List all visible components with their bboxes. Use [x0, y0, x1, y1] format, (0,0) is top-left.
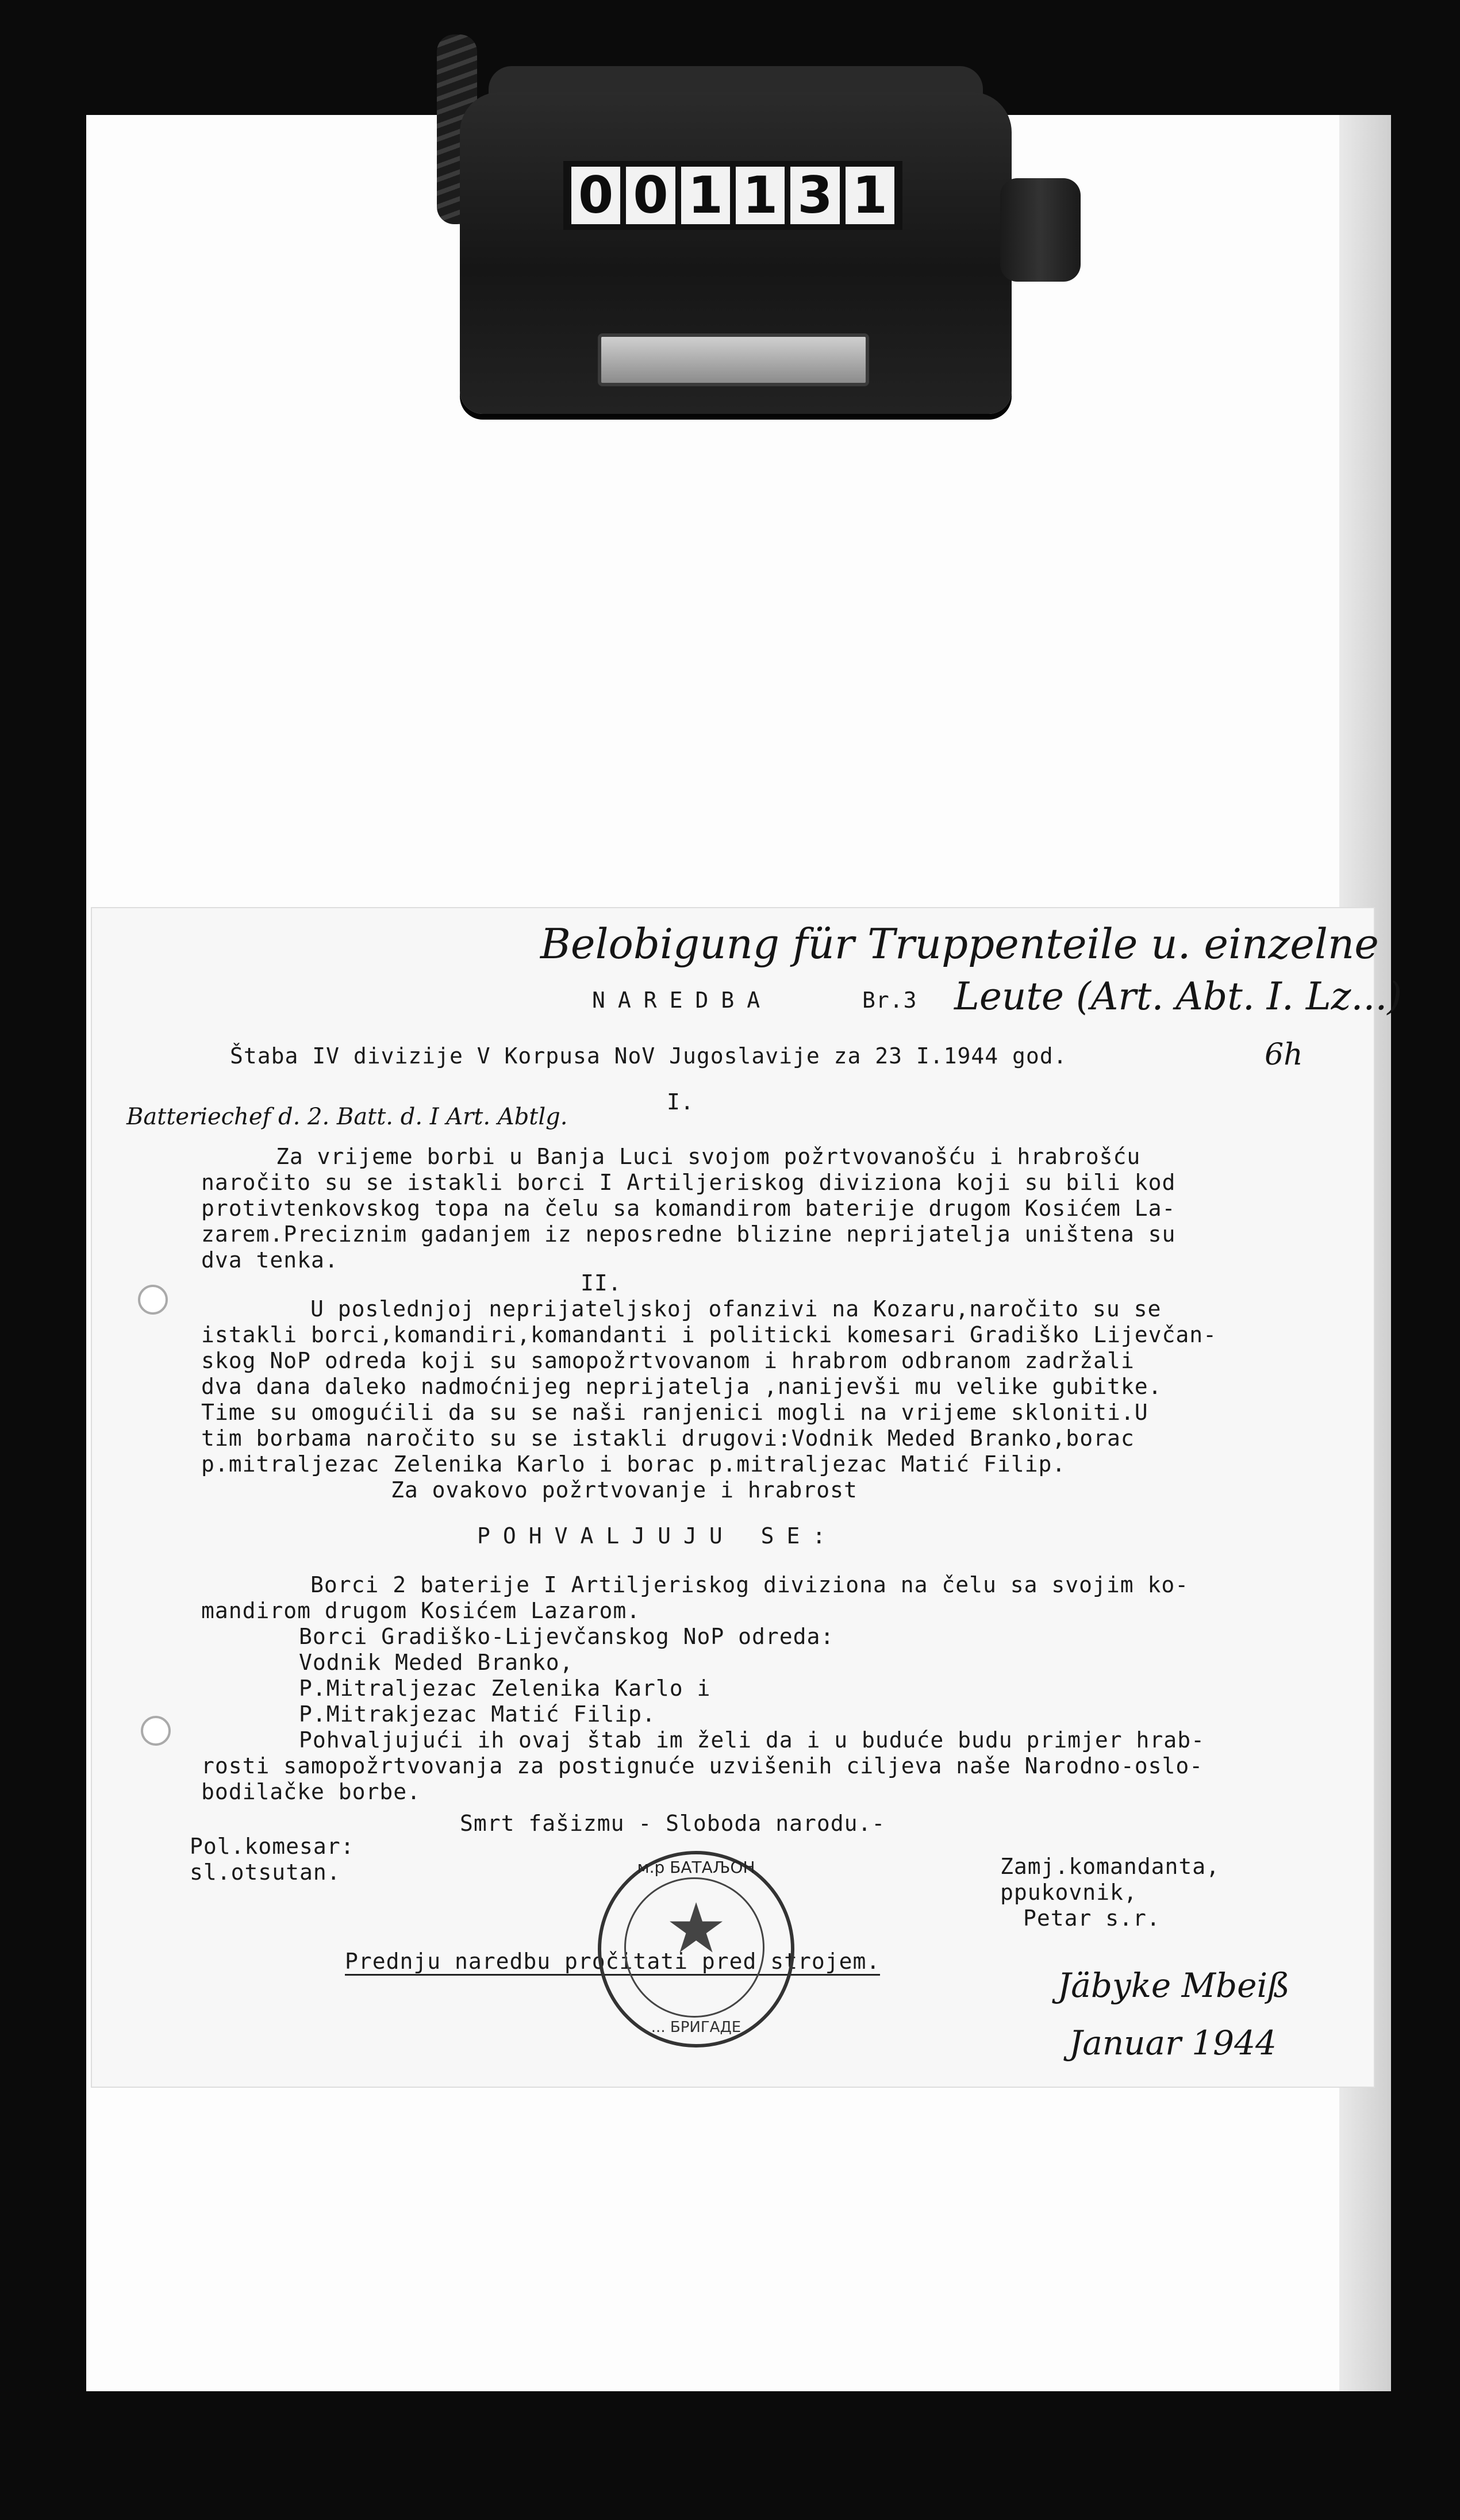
signature-left-line1: Pol.komesar: — [190, 1834, 355, 1859]
praise-line: Vodnik Meded Branko, — [299, 1650, 574, 1675]
praise-line: bodilačke borbe. — [201, 1779, 421, 1804]
handwritten-number-mark: 6h — [1265, 1038, 1303, 1072]
counter-digit: 1 — [736, 167, 785, 224]
praise-line: Borci 2 baterije I Artiljeriskog diviziona na čelu sa svojim ko- — [310, 1572, 1189, 1597]
section-two-line: p.mitraljezac Zelenika Karlo i borac p.mitraljezac Matić Filip. — [201, 1451, 1066, 1477]
section-one-line: naročito su se istakli borci I Artiljeriskog diviziona koji su bili kod — [201, 1170, 1176, 1195]
handwritten-margin-note: Batteriechef d. 2. Batt. d. I Art. Abtlg. — [126, 1104, 568, 1130]
praise-line: P.Mitraljezac Zelenika Karlo i — [299, 1676, 711, 1701]
section-two-line: U poslednjoj neprijateljskoj ofanzivi na Kozaru,naročito su se — [310, 1296, 1162, 1322]
praise-line: rosti samopožrtvovanja za postignuće uzvišenih ciljeva naše Narodno-oslo- — [201, 1753, 1204, 1778]
footer-instruction: Prednju naredbu pročitati pred strojem. — [345, 1949, 880, 1976]
stamp-bottom-text: ... БРИГАДЕ — [651, 2019, 741, 2036]
signature-right-line2: ppukovnik, — [1000, 1880, 1138, 1905]
counter-window — [563, 161, 902, 230]
section-two-line: Za ovakovo požrtvovanje i hrabrost — [391, 1477, 858, 1503]
section-two-line: dva dana daleko nadmoćnijeg neprijatelja ,nanijevši mu velike gubitke. — [201, 1374, 1162, 1399]
section-numeral-one: I. — [667, 1089, 694, 1115]
section-one-line: Za vrijeme borbi u Banja Luci svojom požrtvovanošću i hrabrošću — [276, 1144, 1141, 1169]
handwritten-heading-line2: Leute (Art. Abt. I. Lz...) — [954, 974, 1403, 1019]
section-one-line: protivtenkovskog topa na čelu sa komandirom baterije drugom Kosićem La- — [201, 1196, 1176, 1221]
signature-left-line2: sl.otsutan. — [190, 1860, 341, 1885]
section-two-line: istakli borci,komandiri,komandanti i politicki komesari Gradiško Lijevčan- — [201, 1322, 1217, 1347]
document-title: NAREDBA — [592, 988, 773, 1013]
official-stamp — [598, 1851, 794, 2048]
praise-heading: POHVALJUJU SE: — [477, 1523, 839, 1549]
praise-line: Pohvaljujući ih ovaj štab im želi da i u buduće budu primjer hrab- — [299, 1727, 1205, 1753]
motto: Smrt fašizmu - Sloboda narodu.- — [460, 1811, 886, 1836]
section-one-line: dva tenka. — [201, 1247, 339, 1273]
signature-right-line1: Zamj.komandanta, — [1000, 1854, 1220, 1879]
punch-hole — [138, 1285, 168, 1315]
counter-nameplate — [598, 333, 869, 386]
counter-digit: 0 — [571, 167, 620, 224]
handwritten-heading-line1: Belobigung für Truppenteile u. einzelne — [540, 920, 1379, 968]
star-icon: ★ — [665, 1889, 727, 1969]
document-subtitle: Štaba IV divizije V Korpusa NoV Jugoslavije za 23 I.1944 god. — [230, 1043, 1067, 1069]
handwritten-signature: Jäbyke Mbeiß — [1058, 1966, 1290, 2005]
section-two-line: Time su omogućili da su se naši ranjenici mogli na vrijeme skloniti.U — [201, 1400, 1148, 1425]
counter-digit: 0 — [626, 167, 675, 224]
praise-line: P.Mitrakjezac Matić Filip. — [299, 1701, 656, 1727]
stamp-top-text: м.р БАТАЉОН — [637, 1858, 755, 1877]
section-one-line: zarem.Preciznim gadanjem iz neposredne blizine neprijatelja uništena su — [201, 1221, 1176, 1247]
punch-hole — [141, 1716, 171, 1746]
counter-knob — [1000, 178, 1081, 282]
counter-digit: 1 — [846, 167, 894, 224]
section-two-line: tim borbama naročito su se istakli drugovi:Vodnik Meded Branko,borac — [201, 1426, 1135, 1451]
document-number: Br.3 — [862, 988, 917, 1013]
section-numeral-two: II. — [581, 1270, 622, 1296]
signature-right-line3: Petar s.r. — [1023, 1906, 1161, 1931]
section-two-line: skog NoP odreda koji su samopožrtvovanom i hrabrom odbranom zadržali — [201, 1348, 1135, 1373]
praise-line: mandirom drugom Kosićem Lazarom. — [201, 1598, 641, 1623]
praise-line: Borci Gradiško-Lijevčanskog NoP odreda: — [299, 1624, 835, 1649]
counter-digit: 1 — [681, 167, 730, 224]
handwritten-date: Januar 1944 — [1069, 2023, 1277, 2062]
counter-digit: 3 — [790, 167, 839, 224]
